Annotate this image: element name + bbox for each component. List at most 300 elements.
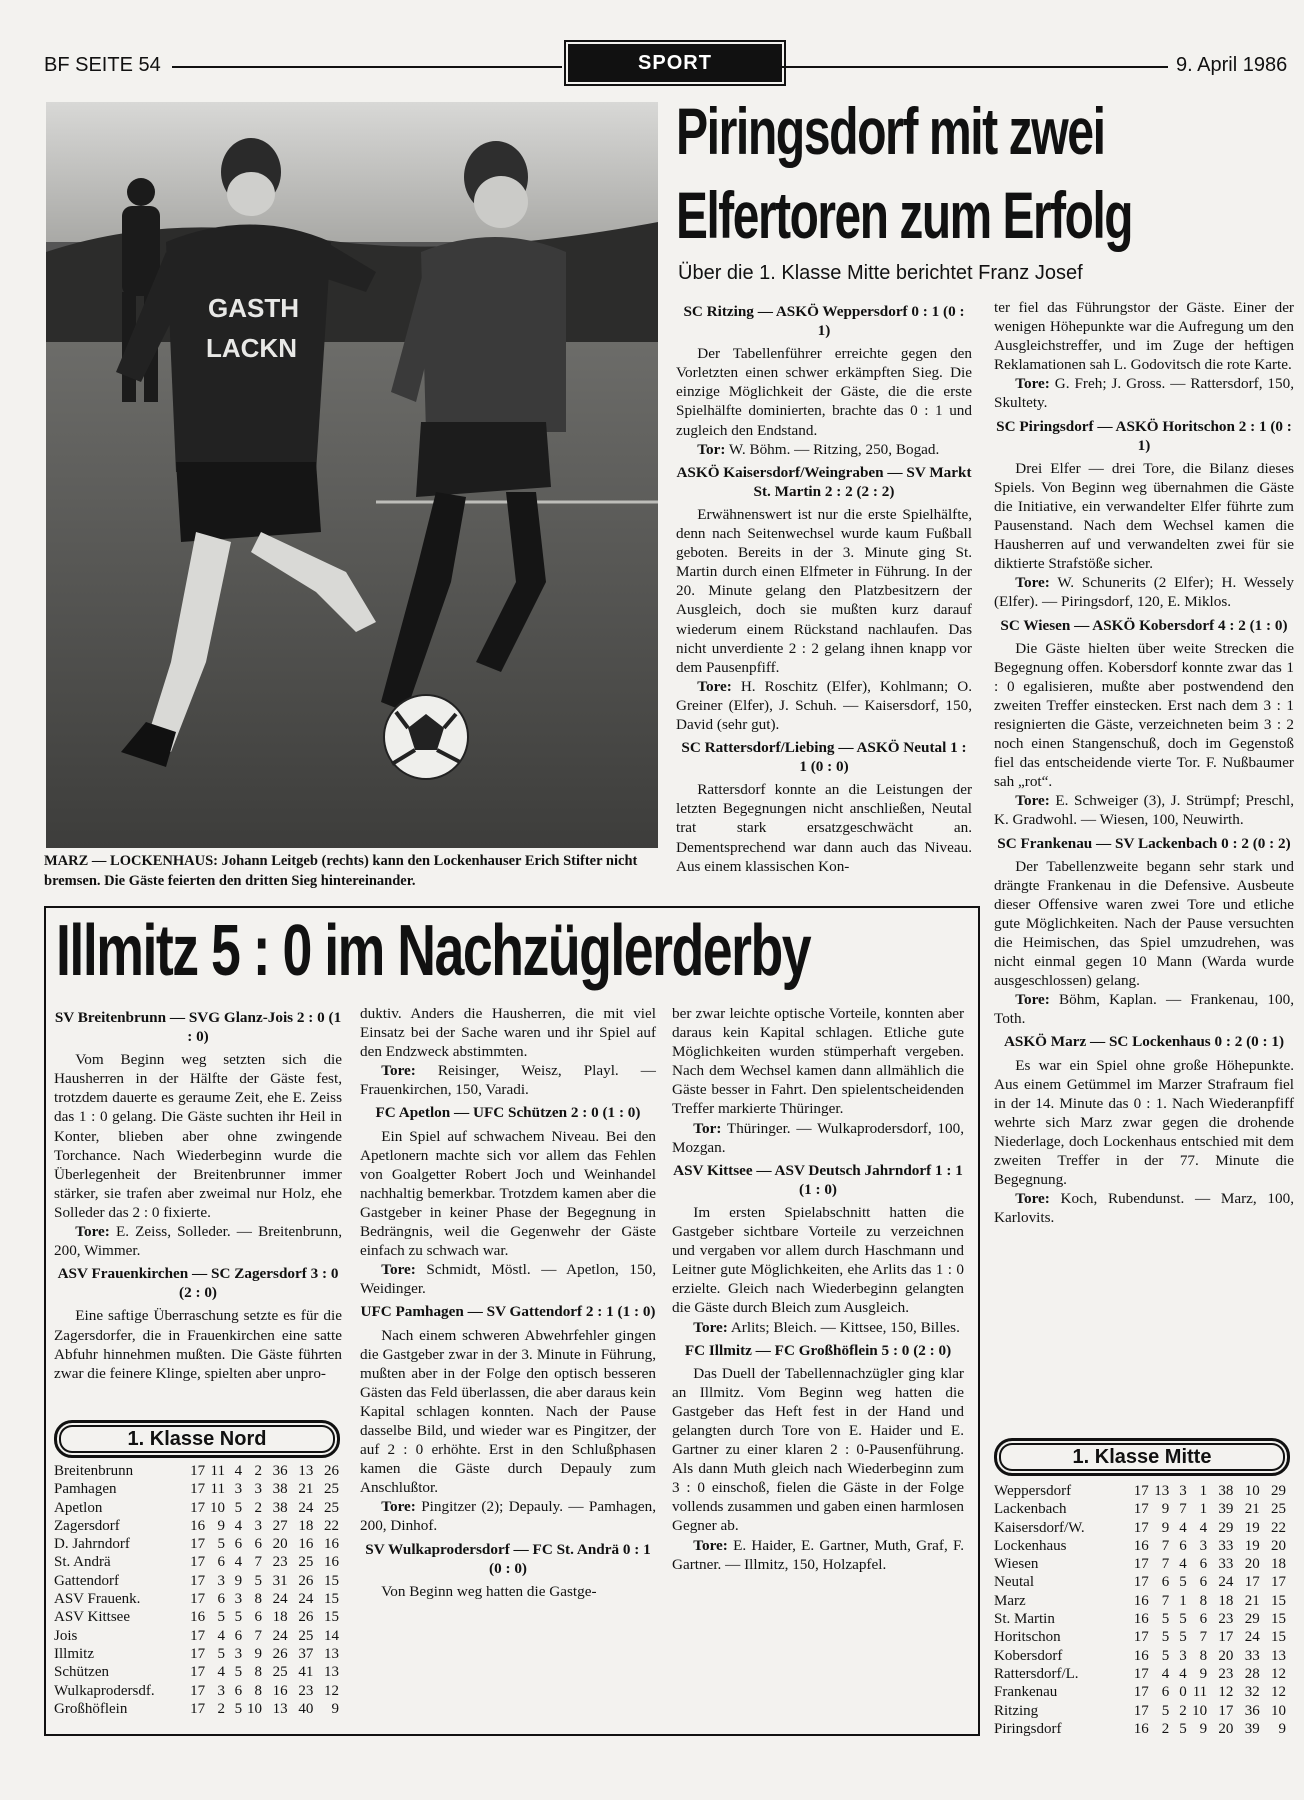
- stat-cell: 6: [234, 1627, 243, 1644]
- stat-cell: 26: [298, 1609, 314, 1626]
- scorers-label: Tore:: [381, 1498, 416, 1516]
- team-name: Wiesen: [994, 1556, 1039, 1573]
- team-name: Neutal: [994, 1574, 1034, 1591]
- standings-row: [994, 1592, 1286, 1610]
- stat-cell: 9: [331, 1700, 339, 1717]
- stat-cell: 17: [190, 1554, 206, 1571]
- standings-row: [54, 1590, 339, 1608]
- team-name: Großhöflein: [54, 1700, 128, 1717]
- standings-row: [994, 1573, 1286, 1591]
- team-name: Apetlon: [54, 1499, 103, 1516]
- scorers-line: [994, 573, 1294, 611]
- match-heading: FC Apetlon — UFC Schützen 2 : 0 (1 : 0): [375, 1104, 641, 1122]
- table-nord: [54, 1462, 339, 1718]
- scorers-label: Tore:: [1015, 792, 1050, 810]
- team-name: Rattersdorf/L.: [994, 1665, 1079, 1682]
- stat-cell: 12: [1271, 1684, 1286, 1701]
- table-mitte: [994, 1482, 1286, 1738]
- stat-cell: 9: [234, 1572, 243, 1589]
- paragraph: Es war ein Spiel ohne große Höhepunkte. Aus einem Getümmel im Marzer Strafraum fiel in der 14. Minute das 0 : 1. Nach Wiederanpfiff wehrte sich Marz zwar gegen die drohende Niederlage, doch Lockenhaus entschied mit dem zweiten Treffer in der 77. Minute die Begegnung.: [994, 1056, 1294, 1189]
- team-name: Ritzing: [994, 1702, 1039, 1719]
- standings-row: [994, 1702, 1286, 1720]
- stat-cell: 28: [1244, 1665, 1260, 1682]
- stat-cell: 10: [210, 1499, 225, 1516]
- scorers-line: [672, 1119, 964, 1157]
- stat-cell: 5: [1179, 1574, 1187, 1591]
- issue-date: 9. April 1986: [1176, 54, 1288, 76]
- stat-cell: 5: [1161, 1702, 1170, 1719]
- stat-cell: 10: [1192, 1702, 1208, 1719]
- stat-cell: 5: [234, 1499, 243, 1516]
- stat-cell: 5: [254, 1572, 263, 1589]
- stat-cell: 6: [254, 1609, 263, 1626]
- stat-cell: 26: [324, 1463, 339, 1479]
- scorers-label: Tore:: [693, 1318, 728, 1336]
- headline-line-2: Elfertoren zum Erfolg: [676, 178, 1133, 252]
- standings-row: [54, 1572, 339, 1590]
- stat-cell: 12: [1218, 1684, 1234, 1701]
- stat-cell: 16: [1133, 1720, 1149, 1737]
- stat-cell: 3: [254, 1517, 263, 1534]
- match-heading: SC Frankenau — SV Lackenbach 0 : 2 (0 : 2): [997, 834, 1291, 852]
- team-name: Schützen: [54, 1664, 109, 1681]
- team-name: Lockenhaus: [994, 1537, 1067, 1554]
- stat-cell: 6: [234, 1536, 243, 1553]
- stat-cell: 39: [1244, 1720, 1260, 1737]
- stat-cell: 6: [254, 1536, 263, 1553]
- stat-cell: 22: [1271, 1519, 1286, 1536]
- table-nord-title: 1. Klasse Nord: [54, 1420, 340, 1458]
- stat-cell: 37: [298, 1645, 314, 1662]
- stat-cell: 16: [298, 1536, 314, 1553]
- paragraph: Im ersten Spielabschnitt hatten die Gastgeber sichtbare Vorteile zu verzeichnen und vergaben vor allem durch Haschmann und Leitner gute Möglichkeiten, ehe Arlits das 1 : 0 erzielte. Gleich nach Wiederbeginn gelangten die Gäste durch Bleich zum Ausgleich.: [672, 1203, 964, 1317]
- standings-row: [994, 1610, 1286, 1628]
- stat-cell: 17: [190, 1572, 206, 1589]
- scorers-text: W. Schunerits (2 Elfer); H. Wessely (Elfer). — Piringsdorf, 120, E. Miklos.: [994, 574, 1294, 611]
- scorers-line: [360, 1061, 656, 1099]
- stat-cell: 3: [234, 1645, 243, 1662]
- stat-cell: 7: [1199, 1629, 1208, 1646]
- stat-cell: 21: [298, 1481, 314, 1498]
- team-name: St. Andrä: [54, 1554, 111, 1571]
- stat-cell: 17: [1133, 1483, 1149, 1499]
- scorers-text: H. Roschitz (Elfer), Kohlmann; O. Greiner (Elfer), J. Schuh. — Kaisersdorf, 150, David (sehr gut).: [676, 677, 972, 733]
- stat-cell: 4: [234, 1517, 243, 1534]
- stat-cell: 17: [190, 1481, 206, 1498]
- match-heading: SV Breitenbrunn — SVG Glanz-Jois 2 : 0 (1 : 0): [54, 1009, 342, 1046]
- stat-cell: 1: [1179, 1592, 1187, 1609]
- stat-cell: 7: [1161, 1537, 1170, 1554]
- scorers-line: [360, 1260, 656, 1298]
- stat-cell: 17: [1133, 1702, 1149, 1719]
- standings-row: [54, 1663, 339, 1681]
- stat-cell: 20: [1218, 1720, 1234, 1737]
- scorers-text: W. Böhm. — Ritzing, 250, Bogad.: [725, 440, 940, 458]
- match-heading: SC Piringsdorf — ASKÖ Horitschon 2 : 1 (0 : 1): [996, 417, 1292, 454]
- stat-cell: 36: [272, 1463, 288, 1479]
- stat-cell: 5: [217, 1645, 225, 1662]
- stat-cell: 8: [254, 1682, 263, 1699]
- stat-cell: 18: [298, 1517, 314, 1534]
- scorers-text: Pingitzer (2); Depauly. — Pamhagen, 200, Dinhof.: [360, 1498, 656, 1535]
- stat-cell: 17: [1133, 1684, 1149, 1701]
- stat-cell: 7: [1179, 1501, 1187, 1518]
- standings-row: [54, 1462, 339, 1480]
- stat-cell: 15: [1271, 1611, 1286, 1628]
- stat-cell: 16: [324, 1554, 339, 1571]
- scorers-label: Tore:: [693, 1536, 728, 1554]
- stat-cell: 5: [217, 1609, 225, 1626]
- paragraph: Erwähnenswert ist nur die erste Spielhälfte, denn nach Seitenwechsel wurde kaum Fußball geboten. Bereits in der 3. Minute ging St. Martin durch einen Elfmeter in Führung. In der 20. Minute gelang den Platzbesitzern der Ausgleich, doch sie mußten kurz darauf wiederum einem Rückstand nachlaufen. Das nicht unverdiente 2 : 2 gelang ihnen knapp vor dem Pausenpfiff.: [676, 505, 972, 676]
- standings-row: [54, 1627, 339, 1645]
- scorers-line: [360, 1497, 656, 1535]
- stat-cell: 21: [1244, 1501, 1260, 1518]
- stat-cell: 9: [1161, 1519, 1170, 1536]
- stat-cell: 23: [272, 1554, 288, 1571]
- scorers-label: Tore:: [1015, 375, 1050, 393]
- scorers-label: Tore:: [381, 1062, 416, 1080]
- stat-cell: 16: [324, 1536, 339, 1553]
- stat-cell: 4: [1179, 1665, 1187, 1682]
- team-name: Kobersdorf: [994, 1647, 1063, 1664]
- stat-cell: 25: [298, 1627, 314, 1644]
- team-name: Marz: [994, 1592, 1026, 1609]
- match-heading: SC Ritzing — ASKÖ Weppersdorf 0 : 1 (0 : 1): [683, 303, 965, 340]
- stat-cell: 11: [210, 1463, 225, 1479]
- match-heading: SV Wulkaprodersdorf — FC St. Andrä 0 : 1 (0 : 0): [365, 1540, 651, 1577]
- stat-cell: 40: [298, 1700, 314, 1717]
- stat-cell: 3: [1179, 1483, 1187, 1499]
- team-name: Weppersdorf: [994, 1483, 1072, 1499]
- stat-cell: 10: [1244, 1483, 1260, 1499]
- stat-cell: 16: [190, 1517, 206, 1534]
- stat-cell: 31: [272, 1572, 288, 1589]
- table-mitte-title: 1. Klasse Mitte: [994, 1438, 1290, 1476]
- scorers-line: [54, 1222, 342, 1260]
- stat-cell: 17: [1133, 1519, 1149, 1536]
- standings-row: [994, 1683, 1286, 1701]
- stat-cell: 16: [1133, 1537, 1149, 1554]
- match-heading: UFC Pamhagen — SV Gattendorf 2 : 1 (1 : 0): [360, 1303, 656, 1321]
- paragraph: ter fiel das Führungstor der Gäste. Einer der wenigen Höhepunkte war die Aufregung um den Ausgleichstreffer, und im Zuge der heftigen Reklamationen sah L. Godovitsch die rote Karte.: [994, 299, 1294, 374]
- stat-cell: 13: [324, 1664, 339, 1681]
- stat-cell: 26: [272, 1645, 288, 1662]
- stat-cell: 13: [298, 1463, 314, 1479]
- stat-cell: 17: [1271, 1574, 1286, 1591]
- stat-cell: 20: [272, 1536, 288, 1553]
- stat-cell: 5: [234, 1664, 243, 1681]
- stat-cell: 16: [272, 1682, 288, 1699]
- stat-cell: 5: [1161, 1629, 1170, 1646]
- stat-cell: 15: [324, 1591, 339, 1608]
- stat-cell: 1: [1199, 1483, 1208, 1499]
- stat-cell: 5: [234, 1700, 243, 1717]
- stat-cell: 29: [1244, 1611, 1260, 1628]
- stat-cell: 15: [324, 1572, 339, 1589]
- stat-cell: 6: [1161, 1574, 1170, 1591]
- byline: Über die 1. Klasse Mitte berichtet Franz Josef: [678, 262, 1083, 284]
- stat-cell: 17: [1244, 1574, 1260, 1591]
- stat-cell: 3: [1199, 1537, 1208, 1554]
- stat-cell: 20: [1218, 1647, 1234, 1664]
- stat-cell: 16: [1133, 1592, 1149, 1609]
- scorers-text: G. Freh; J. Gross. — Rattersdorf, 150, Skultety.: [994, 375, 1294, 412]
- stat-cell: 14: [324, 1627, 339, 1644]
- match-heading: ASV Kittsee — ASV Deutsch Jahrndorf 1 : 1 (1 : 0): [673, 1161, 963, 1198]
- stat-cell: 15: [1271, 1629, 1286, 1646]
- paragraph: Der Tabellenzweite begann sehr stark und drängte Frankenau in die Defensive. Ausbeute dieser Offensive waren zwei Tore und etliche gute Möglichkeiten. Nach der Pause versuchten die Heimischen, das Spiel umzudrehen, was nicht einmal gegen 10 Mann (Warda wurde ausgeschlossen) gelang.: [994, 857, 1294, 990]
- scorers-label: Tore:: [75, 1223, 110, 1241]
- headline-line-1: Piringsdorf mit zwei: [676, 94, 1105, 168]
- standings-row: [994, 1537, 1286, 1555]
- stat-cell: 2: [254, 1463, 263, 1479]
- team-name: Breitenbrunn: [54, 1463, 134, 1479]
- standings-row: [54, 1535, 339, 1553]
- stat-cell: 5: [1161, 1647, 1170, 1664]
- stat-cell: 38: [1218, 1483, 1234, 1499]
- stat-cell: 17: [190, 1499, 206, 1516]
- team-name: ASV Frauenk.: [54, 1591, 141, 1608]
- paragraph: Das Duell der Tabellennachzügler ging klar an Illmitz. Vom Beginn weg hatten die Gastgeber das Heft fest in der Hand und gelangten durch Tore von E. Haider und E. Gartner zu einer klaren 2 : 0-Pausenführung. Als dann Muth gleich nach Wiederbeginn zum 3 : 0 einschoß, fielen die Gäste in der Folge vollends zusammen und gaben einen harmlosen Gegner ab.: [672, 1364, 964, 1535]
- match-heading: ASV Frauenkirchen — SC Zagersdorf 3 : 0 (2 : 0): [57, 1265, 339, 1302]
- scorers-text: Schmidt, Möstl. — Apetlon, 150, Weidinger.: [360, 1261, 656, 1298]
- stat-cell: 17: [1133, 1556, 1149, 1573]
- stat-cell: 23: [1218, 1611, 1234, 1628]
- scorers-text: Arlits; Bleich. — Kittsee, 150, Billes.: [727, 1318, 960, 1336]
- match-heading: FC Illmitz — FC Großhöflein 5 : 0 (2 : 0): [684, 1341, 952, 1359]
- stat-cell: 13: [272, 1700, 288, 1717]
- stat-cell: 17: [190, 1536, 206, 1553]
- team-name: Frankenau: [994, 1684, 1058, 1701]
- stat-cell: 9: [254, 1645, 263, 1662]
- stat-cell: 13: [1271, 1647, 1286, 1664]
- stat-cell: 32: [1244, 1684, 1260, 1701]
- standings-row: [994, 1665, 1286, 1683]
- stat-cell: 11: [1192, 1684, 1208, 1701]
- team-name: Pamhagen: [54, 1481, 117, 1498]
- stat-cell: 17: [1218, 1629, 1234, 1646]
- stat-cell: 2: [217, 1700, 225, 1717]
- stat-cell: 24: [298, 1499, 314, 1516]
- stat-cell: 8: [254, 1664, 263, 1681]
- article2-column-3: [672, 1004, 964, 1574]
- stat-cell: 17: [190, 1664, 206, 1681]
- stat-cell: 8: [1199, 1592, 1208, 1609]
- standings-row: [994, 1500, 1286, 1518]
- scorers-line: [994, 990, 1294, 1028]
- stat-cell: 18: [272, 1609, 288, 1626]
- team-name: ASV Kittsee: [54, 1609, 130, 1626]
- match-photo: [46, 102, 658, 848]
- stat-cell: 17: [190, 1591, 206, 1608]
- stat-cell: 18: [1218, 1592, 1234, 1609]
- stat-cell: 27: [272, 1517, 288, 1534]
- standings-row: [54, 1608, 339, 1626]
- scorers-line: [672, 1536, 964, 1574]
- scorers-text: E. Haider, E. Gartner, Muth, Graf, F. Gartner. — Illmitz, 150, Holzapfel.: [672, 1536, 964, 1573]
- football-photo-illustration: [46, 102, 658, 848]
- team-name: Lackenbach: [994, 1501, 1067, 1518]
- stat-cell: 21: [1244, 1592, 1260, 1609]
- team-name: Wulkaprodersdf.: [54, 1682, 155, 1699]
- scorers-label: Tore:: [1015, 1190, 1050, 1208]
- match-heading: ASKÖ Marz — SC Lockenhaus 0 : 2 (0 : 1): [1003, 1033, 1285, 1051]
- scorers-text: Böhm, Kaplan. — Frankenau, 100, Toth.: [994, 991, 1294, 1028]
- standings-row: [54, 1645, 339, 1663]
- stat-cell: 19: [1244, 1519, 1260, 1536]
- stat-cell: 38: [272, 1499, 288, 1516]
- paragraph: duktiv. Anders die Hausherren, die mit viel Einsatz bei der Sache waren und ihr Spiel auf den Endzweck abstimmten.: [360, 1005, 656, 1061]
- stat-cell: 5: [217, 1536, 225, 1553]
- stat-cell: 25: [324, 1499, 339, 1516]
- stat-cell: 4: [234, 1554, 243, 1571]
- stat-cell: 6: [1179, 1537, 1187, 1554]
- paragraph: Drei Elfer — drei Tore, die Bilanz dieses Spiels. Von Beginn weg übernahmen die Gäste die Initiative, ein verwandelter Elfer führte zum Pausenstand. Nach dem Wechsel kamen die Hausherren auf und verwandelten zwei für sie diktierte Strafstöße sicher.: [994, 459, 1294, 573]
- stat-cell: 39: [1218, 1501, 1234, 1518]
- stat-cell: 4: [1199, 1519, 1208, 1536]
- stat-cell: 0: [1179, 1684, 1187, 1701]
- stat-cell: 24: [1218, 1574, 1234, 1591]
- scorers-line: [676, 440, 972, 459]
- stat-cell: 4: [217, 1627, 225, 1644]
- article1-column-2: [994, 298, 1294, 1227]
- stat-cell: 3: [234, 1481, 243, 1498]
- stat-cell: 4: [1161, 1665, 1170, 1682]
- scorers-text: E. Zeiss, Solleder. — Breitenbrunn, 200, Wimmer.: [54, 1223, 342, 1260]
- page-number: BF SEITE 54: [44, 54, 161, 76]
- stat-cell: 29: [1218, 1519, 1234, 1536]
- stat-cell: 19: [1244, 1537, 1260, 1554]
- stat-cell: 17: [190, 1700, 206, 1717]
- team-name: Illmitz: [54, 1645, 94, 1662]
- stat-cell: 9: [217, 1517, 225, 1534]
- match-heading: SC Wiesen — ASKÖ Kobersdorf 4 : 2 (1 : 0): [1000, 616, 1288, 634]
- scorers-label: Tor:: [693, 1119, 722, 1137]
- team-name: D. Jahrndorf: [54, 1536, 130, 1553]
- scorers-line: [676, 677, 972, 734]
- standings-row: [994, 1482, 1286, 1500]
- scorers-line: [672, 1318, 964, 1337]
- stat-cell: 24: [298, 1591, 314, 1608]
- stat-cell: 33: [1218, 1537, 1234, 1554]
- standings-row: [54, 1480, 339, 1498]
- standings-row: [994, 1720, 1286, 1738]
- team-name: Gattendorf: [54, 1572, 119, 1589]
- scorers-text: Reisinger, Weisz, Playl. — Frauenkirchen, 150, Varadi.: [360, 1062, 656, 1099]
- stat-cell: 17: [1133, 1501, 1149, 1518]
- standings-row: [994, 1555, 1286, 1573]
- stat-cell: 13: [1154, 1483, 1170, 1499]
- scorers-label: Tore:: [697, 677, 732, 695]
- header-rule-right: [782, 66, 1168, 68]
- stat-cell: 17: [1133, 1665, 1149, 1682]
- paragraph: Eine saftige Überraschung setzte es für die Zagersdorfer, die in Frauenkirchen eine satte Abfuhr hinnehmen mußten. Die Gäste führten zwar die feinere Klinge, spielten aber unpro-: [54, 1307, 342, 1382]
- stat-cell: 6: [1161, 1684, 1170, 1701]
- paragraph: Ein Spiel auf schwachem Niveau. Bei den Apetlonern machte sich vor allem das Fehlen von Goalgetter Robert Joch und Weinhandel nachhaltig bemerkbar. Trotzdem kamen aber die Gastgeber in keiner Phase der Begegnung in Bedrängnis, weil die Gegenwehr der Gäste einfach zu schwach war.: [360, 1127, 656, 1260]
- article2-headline: Illmitz 5 : 0 im Nachzüglerderby: [56, 911, 811, 991]
- stat-cell: 20: [1244, 1556, 1260, 1573]
- stat-cell: 6: [217, 1554, 225, 1571]
- team-name: Zagersdorf: [54, 1517, 120, 1534]
- team-name: Piringsdorf: [994, 1720, 1062, 1737]
- paragraph: Der Tabellenführer erreichte gegen den Vorletzten einen schwer erkämpften Sieg. Die einzige Möglichkeit der Gäste, die die erste Spielhälfte dominierten, brachte das 0 : 1 und zugleich den Endstand.: [676, 345, 972, 439]
- stat-cell: 17: [190, 1645, 206, 1662]
- stat-cell: 16: [1133, 1611, 1149, 1628]
- paragraph: Nach einem schweren Abwehrfehler gingen die Gastgeber zwar in der 3. Minute in Führung, mußten aber in der Folge den optisch besseren Gästen das Feld überlassen, die aber daraus kein Kapital schlagen konnten. Nach der Pause dasselbe Bild, und wieder war es Pingitzer, der auf 2 : 0 erhöhte. Erst in den Schlußphasen kamen die Gäste durch Depauly zum Anschlußtor.: [360, 1326, 656, 1497]
- section-label: SPORT: [568, 44, 782, 82]
- standings-row: [54, 1700, 339, 1718]
- standings-row: [54, 1499, 339, 1517]
- stat-cell: 20: [1271, 1537, 1286, 1554]
- article2-column-2: [360, 1004, 656, 1601]
- stat-cell: 9: [1199, 1665, 1208, 1682]
- stat-cell: 3: [217, 1682, 225, 1699]
- stat-cell: 8: [1199, 1647, 1208, 1664]
- standings-row: [54, 1517, 339, 1535]
- stat-cell: 38: [272, 1481, 288, 1498]
- shirt-text-2: LACKN: [206, 333, 297, 363]
- stat-cell: 6: [1199, 1574, 1208, 1591]
- photo-caption: MARZ — LOCKENHAUS: Johann Leitgeb (rechts) kann den Lockenhauser Erich Stifter nicht bremsen. Die Gäste feierten den dritten Sieg hintereinander.: [44, 853, 638, 889]
- stat-cell: 24: [272, 1591, 288, 1608]
- scorers-text: Thüringer. — Wulkaprodersdorf, 100, Mozgan.: [672, 1119, 964, 1156]
- scorers-label: Tore:: [381, 1261, 416, 1279]
- stat-cell: 2: [1161, 1720, 1170, 1737]
- stat-cell: 4: [1179, 1556, 1187, 1573]
- standings-row: [994, 1647, 1286, 1665]
- stat-cell: 17: [190, 1627, 206, 1644]
- paragraph: Rattersdorf konnte an die Leistungen der letzten Begegnungen nicht anschließen, Neutal trat stark ersatzgeschwächt an. Dementsprechend war dann auch das Niveau. Aus einem klassischen Kon-: [676, 781, 972, 875]
- stat-cell: 25: [1271, 1501, 1286, 1518]
- stat-cell: 12: [1271, 1665, 1286, 1682]
- standings-row: [54, 1553, 339, 1571]
- match-heading: SC Rattersdorf/Liebing — ASKÖ Neutal 1 : 1 (0 : 0): [681, 739, 967, 776]
- stat-cell: 15: [1271, 1592, 1286, 1609]
- stat-cell: 16: [1133, 1647, 1149, 1664]
- team-name: Jois: [54, 1627, 78, 1644]
- stat-cell: 10: [247, 1700, 263, 1717]
- scorers-line: [994, 791, 1294, 829]
- scorers-line: [994, 1189, 1294, 1227]
- stat-cell: 6: [234, 1682, 243, 1699]
- paragraph: Vom Beginn weg setzten sich die Hausherren in der Hälfte der Gäste fest, trotzdem dauerte es geraume Zeit, ehe E. Zeiss das 1 : 0 gelang. Die Gäste suchten ihr Heil in Konter, blieben aber ohne zwingende Torchance. Nach Wiederbeginn wurde die Überlegenheit der Breitenbrunner immer stärker, sie trafen aber zweimal nur Holz, ehe Solleder das 2 : 0 fixierte.: [54, 1051, 342, 1221]
- paragraph: Die Gäste hielten über weite Strecken die Begegnung offen. Kobersdorf konnte zwar das 1 : 0 egalisieren, mußte aber postwendend den zweiten Treffer einstecken. Erst nach dem 3 : 1 resignierten die Gäste, verzeichneten beim 3 : 2 noch einen Stangenschuß, doch im Gegenstoß fiel das entscheidende vierte Tor. F. Nußbaumer sah „rot“.: [994, 639, 1294, 791]
- stat-cell: 26: [298, 1572, 314, 1589]
- shirt-text-1: GASTH: [208, 293, 299, 323]
- stat-cell: 18: [1271, 1556, 1286, 1573]
- stat-cell: 7: [1161, 1592, 1170, 1609]
- stat-cell: 17: [1218, 1702, 1234, 1719]
- stat-cell: 29: [1271, 1483, 1286, 1499]
- team-name: St. Martin: [994, 1611, 1055, 1628]
- stat-cell: 5: [234, 1609, 243, 1626]
- stat-cell: 33: [1218, 1556, 1234, 1573]
- stat-cell: 10: [1271, 1702, 1286, 1719]
- stat-cell: 5: [1179, 1629, 1187, 1646]
- stat-cell: 23: [1218, 1665, 1234, 1682]
- scorers-line: [994, 374, 1294, 412]
- stat-cell: 9: [1161, 1501, 1170, 1518]
- stat-cell: 5: [1161, 1611, 1170, 1628]
- stat-cell: 24: [272, 1627, 288, 1644]
- stat-cell: 3: [234, 1591, 243, 1608]
- paragraph: ber zwar leichte optische Vorteile, konnten aber daraus kein Kapital schlagen. Etliche gute Möglichkeiten wurden stümperhaft vergeben. Nach dem Wechsel kamen dann allmählich die Gäste besser in Fahrt. Den spielentscheidenden Treffer markierte Thüringer.: [672, 1005, 964, 1118]
- stat-cell: 3: [254, 1481, 263, 1498]
- standings-row: [994, 1628, 1286, 1646]
- stat-cell: 1: [1199, 1501, 1208, 1518]
- stat-cell: 17: [190, 1682, 206, 1699]
- standings-row: [994, 1519, 1286, 1537]
